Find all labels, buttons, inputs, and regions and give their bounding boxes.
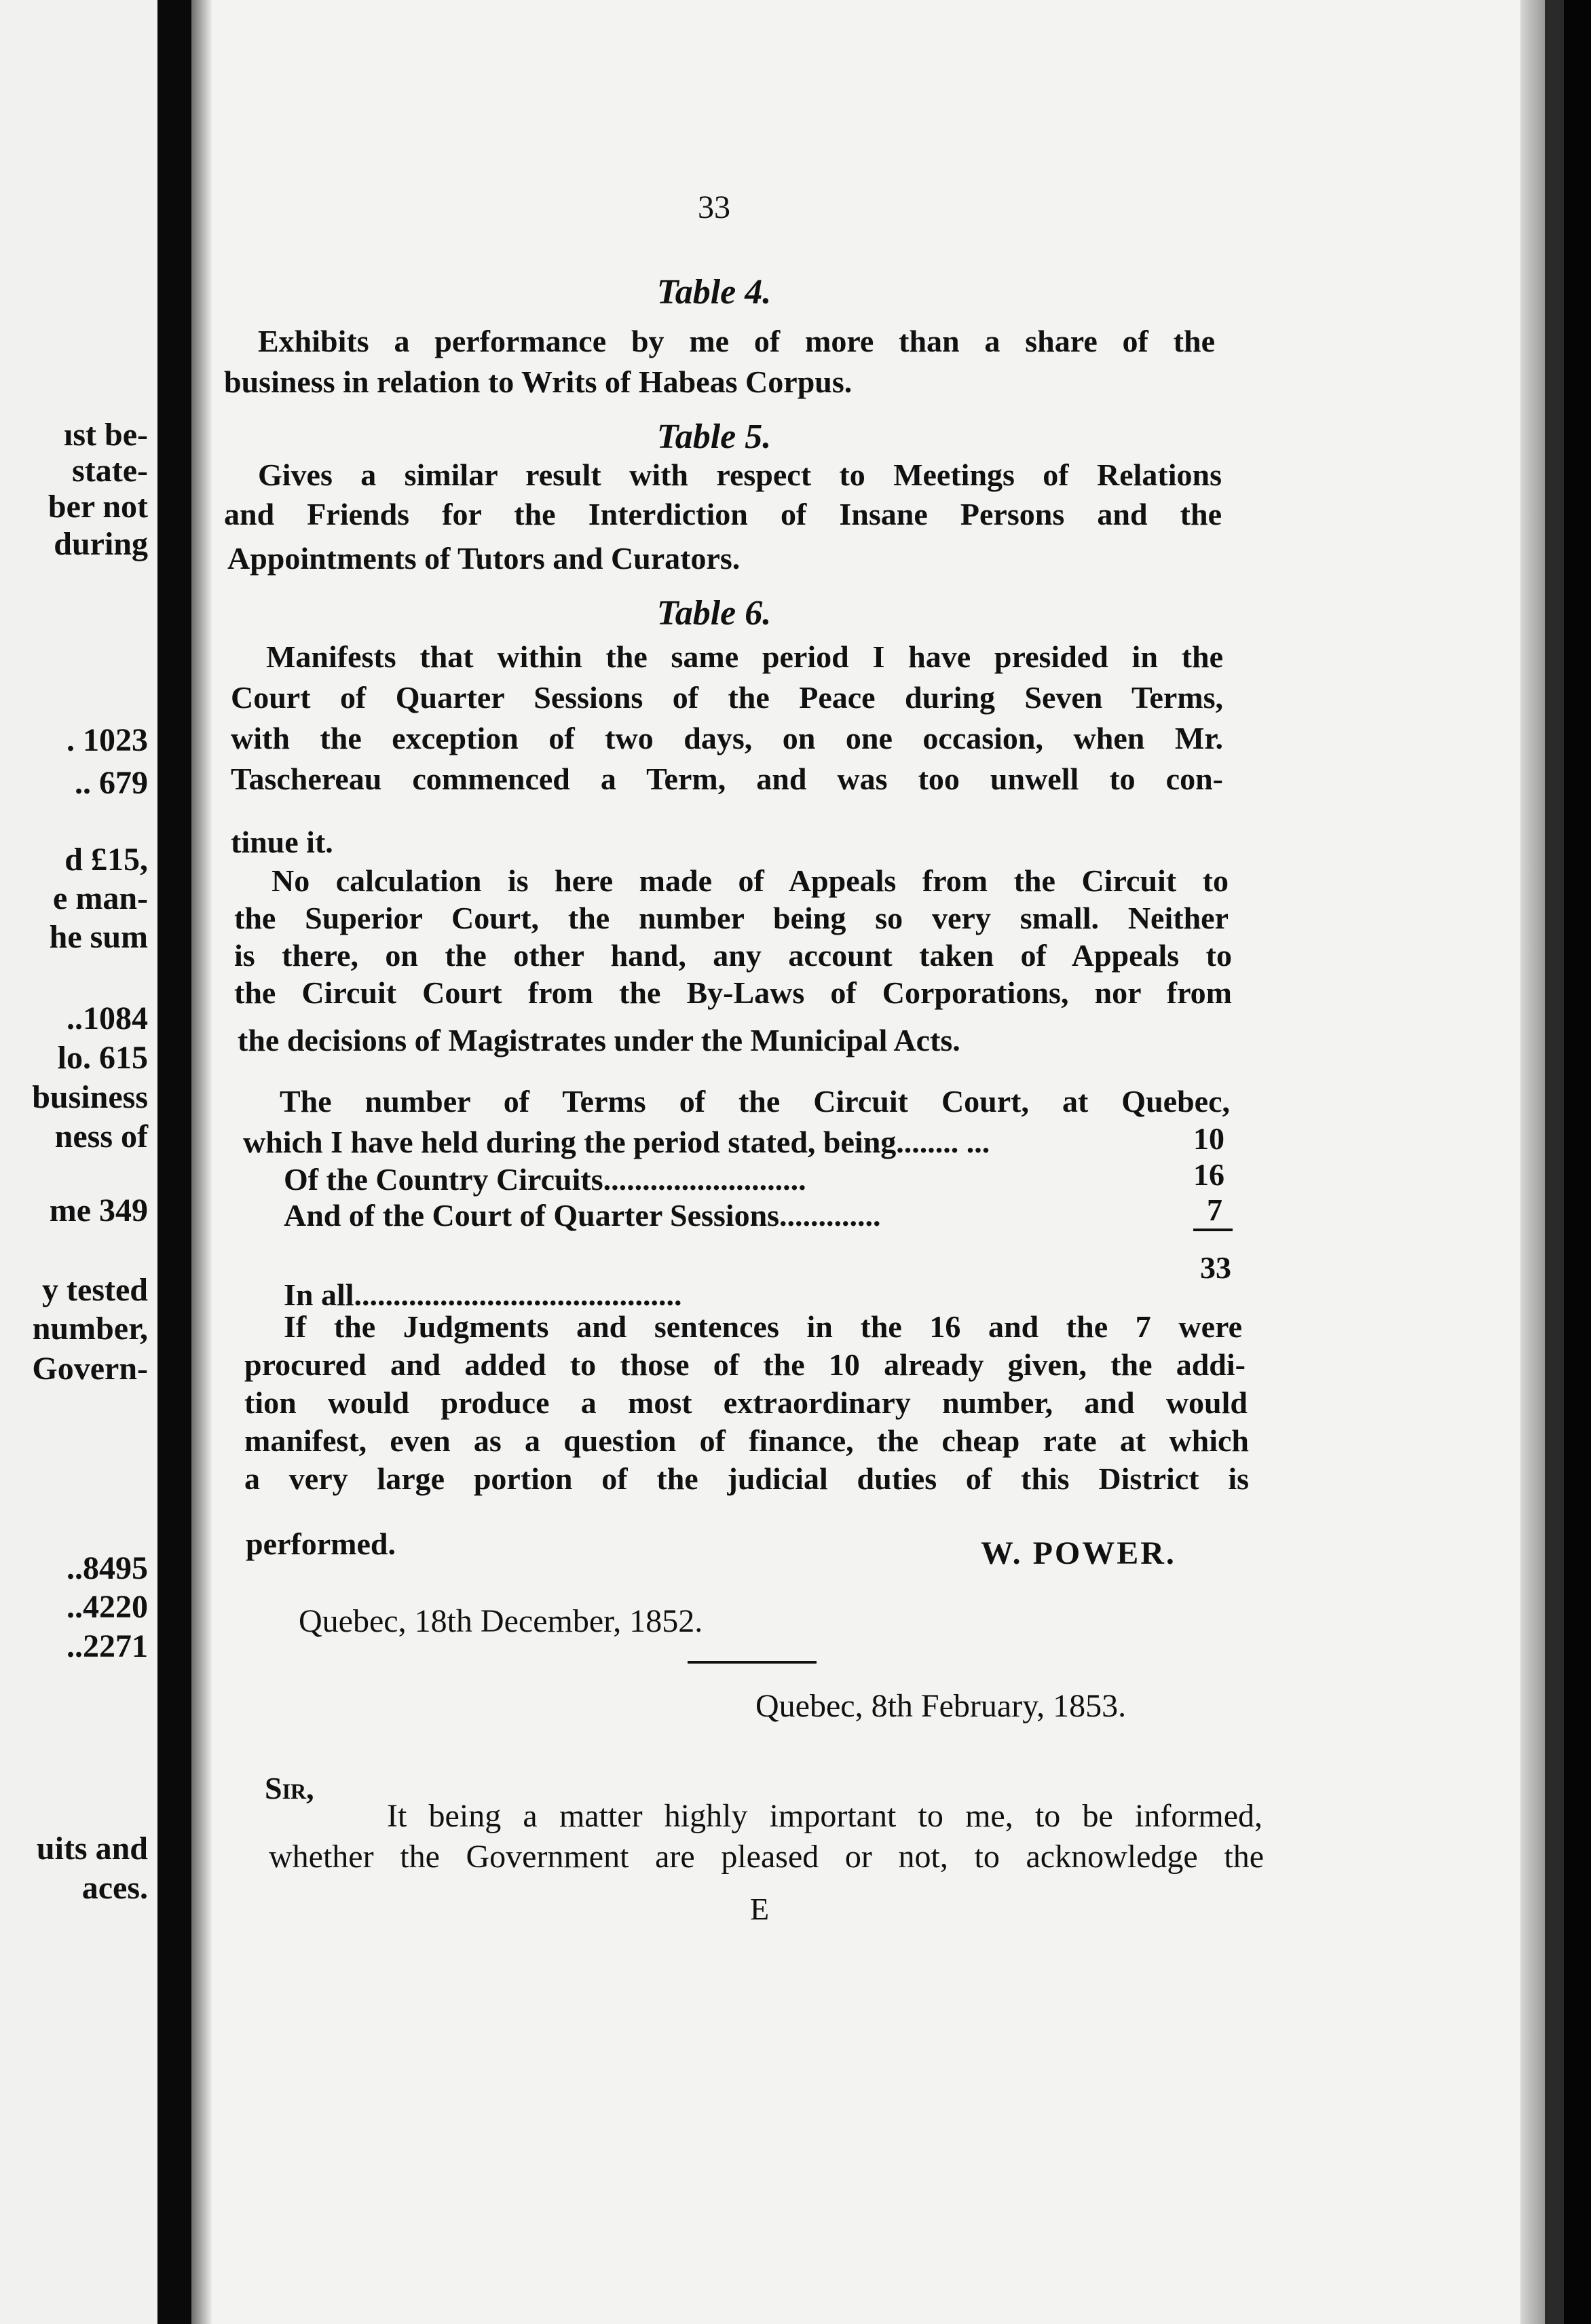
letter-line: whether the Government are pleased or not, to acknowledge the: [269, 1839, 1264, 1875]
page-edge: [1520, 0, 1545, 2324]
terms-intro: The number of Terms of the Circuit Court, at Quebec,: [280, 1084, 1230, 1119]
judgments-paragraph-line: a very large portion of the judicial duties of this District is: [244, 1461, 1249, 1496]
terms-row-value: 33: [1200, 1250, 1231, 1285]
judgments-paragraph-line: manifest, even as a question of finance, the cheap rate at which: [244, 1423, 1249, 1458]
terms-row-label: In all..........................................: [284, 1277, 682, 1312]
table-6-line: with the exception of two days, on one occasion, when Mr.: [231, 721, 1223, 755]
terms-row-value: 16: [1193, 1157, 1224, 1192]
table-5-line: Gives a similar result with respect to Meetings of Relations: [258, 457, 1222, 492]
signature: W. POWER.: [981, 1535, 1176, 1571]
left-fragment-line: Govern-: [32, 1351, 148, 1387]
terms-row-label: which I have held during the period stated, being........ ...: [243, 1125, 990, 1159]
book-gutter: [157, 0, 191, 2324]
left-fragment-line: ıst be-: [64, 417, 148, 453]
left-fragment-line: . 1023: [67, 722, 148, 758]
table-5-line: Appointments of Tutors and Curators.: [227, 541, 741, 576]
left-fragment-line: business: [32, 1079, 148, 1115]
calc-paragraph-line: No calculation is here made of Appeals from the Circuit to: [272, 863, 1229, 898]
terms-row-value: 10: [1193, 1121, 1224, 1156]
left-fragment-line: ber not: [48, 489, 148, 525]
gutter-shadow: [191, 0, 212, 2324]
table-6-line: Taschereau commenced a Term, and was too unwell to con-: [231, 762, 1223, 796]
calc-paragraph-line: is there, on the other hand, any account taken of Appeals to: [234, 938, 1232, 973]
judgments-paragraph-line: If the Judgments and sentences in the 16 and the 7 were: [284, 1309, 1242, 1344]
left-fragment-line: ..2271: [67, 1628, 148, 1664]
left-fragment-line: aces.: [81, 1870, 148, 1906]
left-fragment-line: number,: [32, 1311, 148, 1347]
section-divider: [688, 1661, 817, 1664]
left-fragment-line: lo. 615: [57, 1040, 148, 1076]
sum-rule: [1193, 1229, 1233, 1231]
calc-paragraph-line: the decisions of Magistrates under the Municipal Acts.: [238, 1023, 960, 1057]
table-4-line: Exhibits a performance by me of more than a share of the: [258, 324, 1215, 358]
left-fragment-line: state-: [72, 453, 148, 489]
judgments-paragraph-line: tion would produce a most extraordinary number, and would: [244, 1385, 1248, 1420]
table-6-line: Manifests that within the same period I have presided in the: [266, 639, 1223, 674]
left-fragment-line: ..8495: [67, 1550, 148, 1586]
left-fragment-line: me 349: [49, 1193, 148, 1229]
calc-paragraph-line: the Circuit Court from the By-Laws of Corporations, nor from: [234, 975, 1232, 1010]
page-edge: [1564, 0, 1591, 2324]
table-6-line: Court of Quarter Sessions of the Peace during Seven Terms,: [231, 680, 1223, 715]
terms-row-value: 7: [1207, 1193, 1222, 1227]
table-4-line: business in relation to Writs of Habeas Corpus.: [224, 364, 853, 399]
closing-word: performed.: [246, 1526, 396, 1561]
calc-paragraph-line: the Superior Court, the number being so very small. Neither: [234, 901, 1229, 935]
left-fragment-line: he sum: [49, 919, 148, 955]
signature-mark: E: [750, 1892, 770, 1926]
table-5-heading: Table 5.: [656, 417, 772, 456]
left-fragment-line: d £15,: [64, 842, 148, 878]
left-fragment-line: uits and: [36, 1831, 148, 1867]
left-fragment-line: ..1084: [67, 1000, 148, 1036]
left-fragment-line: y tested: [42, 1272, 148, 1308]
left-page-fragment: [0, 0, 157, 2324]
table-6-heading: Table 6.: [656, 594, 772, 633]
salutation: Sir,: [265, 1771, 314, 1805]
table-6-line: tinue it.: [231, 825, 333, 859]
date-first: Quebec, 18th December, 1852.: [299, 1603, 703, 1639]
judgments-paragraph-line: procured and added to those of the 10 already given, the addi-: [244, 1347, 1246, 1382]
letter-line: It being a matter highly important to me, to be informed,: [387, 1798, 1262, 1834]
left-fragment-line: e man-: [53, 880, 148, 916]
left-fragment-line: during: [54, 526, 148, 562]
page-edge: [1545, 0, 1564, 2324]
left-fragment-line: .. 679: [75, 765, 148, 801]
date-second: Quebec, 8th February, 1853.: [755, 1688, 1127, 1724]
terms-row-label: Of the Country Circuits..........................: [284, 1162, 806, 1197]
left-fragment-line: ..4220: [67, 1589, 148, 1625]
table-4-heading: Table 4.: [656, 273, 772, 312]
table-5-line: and Friends for the Interdiction of Insane Persons and the: [224, 497, 1222, 531]
terms-row-label: And of the Court of Quarter Sessions.............: [284, 1198, 881, 1233]
page-number: 33: [698, 189, 730, 225]
left-fragment-line: ness of: [54, 1119, 148, 1155]
